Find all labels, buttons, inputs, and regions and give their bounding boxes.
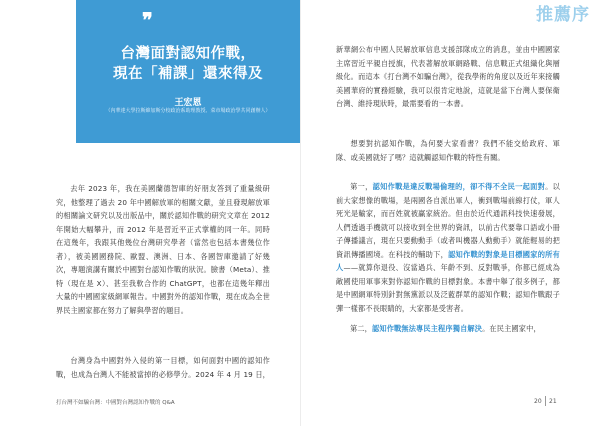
right-paragraph-1: 新華網公布中國人民解放軍信息支援部隊成立的消息，並由中國國家主席習近平親自授旗，代表著解放軍網路戰、信息戰正式組織化與層級化。而這本《打台灣不如騙台灣》，從我學術的角度以及近年來接觸美國華府的實務經驗，我可以很肯定地說，這就是當下台灣人要保衛台灣、維持現狀時，最需要看的一本書。 [336, 45, 560, 108]
page-gutter [300, 0, 301, 426]
point-two-highlight: 認知作戰無法專民主程序獨自解決 [372, 324, 483, 333]
left-paragraph-1-text: 去年 2023 年，我在美國蘭德智庫的好朋友答到了重量級研究，他整理了過去 20 年中國解放軍的相關文獻，並且發現解放軍的相關論文研究以及出版品中，關於認知作戰的研究文章在 2012 年開始大幅攀升，而 2012 年是習近平正式掌權的同一年。同時在這幾年，我跟其他幾位台灣研究學者（當然也包括本書幾位作者），被美國國務院、歐盟、澳洲、日本、各國智庫邀請了好幾次，專題演講有關於中國對台認知作戰的狀況。臉書（Meta）、推特（現在是 X）、甚至我軟合作的 ChatGPT，也都在這幾年釋出大量的中國國家級網軍報告。中國對外的認知作戰，現在成為全世界民主國家都在努力了解與學習的題目。 [56, 184, 270, 315]
page-number-right: 21 [549, 398, 557, 405]
point-one-highlight-2: 認知作戰的對象是目標國家的所有人 [336, 249, 560, 272]
right-paragraph-3 [336, 180, 560, 315]
right-paragraph-2-text: 想要對抗認知作戰，為何要大家看書？我們不能交給政府、軍隊、或美國就好了嗎？這就觸認知作戰的特性有關。 [336, 139, 560, 162]
left-paragraph-2 [56, 354, 270, 381]
point-two-lead: 第二， [350, 324, 373, 333]
right-paragraph-2 [336, 137, 560, 164]
left-paragraph-1 [56, 182, 270, 317]
point-one-lead: 第一， [350, 182, 373, 191]
point-one-body: 。以前大家想像的戰場，是兩國各自派出軍人，衝到戰場前線打仗，軍人死光是輸家，而百姓就被贏家統治。但由於近代通訊科技快速發展，人們透過手機就可以接收到全世界的資訊，以前古代要靠口語或小冊子傳播議言，現在只要動動手（或者叫機器人動動手）就能輕易的把資訊傳播國境。在科技的輔助下， [336, 182, 561, 259]
page-number-divider [545, 396, 546, 406]
point-two-tail: 。在民主國家中， [482, 324, 541, 333]
right-paragraph-4 [336, 322, 560, 336]
foreword-title-line-2: 現在「補課」還來得及 [113, 66, 263, 82]
point-one-highlight: 認知作戰是違反戰場倫理的，卻不得不全民一起面對 [372, 182, 546, 191]
left-paragraph-2-text: 台灣身為中國對外入侵的第一目標，如何面對中國的認知作戰，也成為台灣人不能被當掉的必修學分。2024 年 4 月 19 日， [56, 356, 270, 379]
running-footer-title: 打台灣不如騙台灣：中國對台灣認知作戰的 Q&A [56, 400, 175, 406]
author-name: 王宏恩 [174, 98, 202, 108]
author-description: （內華達大學拉斯維加斯分校政治系助理教授、菜市場政治學共同創辦人） [105, 108, 271, 114]
section-tag: 推薦序 [536, 5, 590, 25]
page-number-left: 20 [534, 398, 542, 405]
point-one-tail: ——就算你退役、沒當過兵、年齡不到、反對戰爭，你都已經成為敵國使用軍事來對你認知作戰的目標對象。本書中舉了很多例子，都是中國網軍特別針對無黨派以及泛藍群眾的認知作戰；認知作戰跟子彈一樣都不長眼睛的，大家都是受害者。 [336, 263, 560, 313]
foreword-title-line-1: 台灣面對認知作戰， [120, 46, 256, 62]
quote-mark-icon: ❞ [142, 8, 151, 32]
